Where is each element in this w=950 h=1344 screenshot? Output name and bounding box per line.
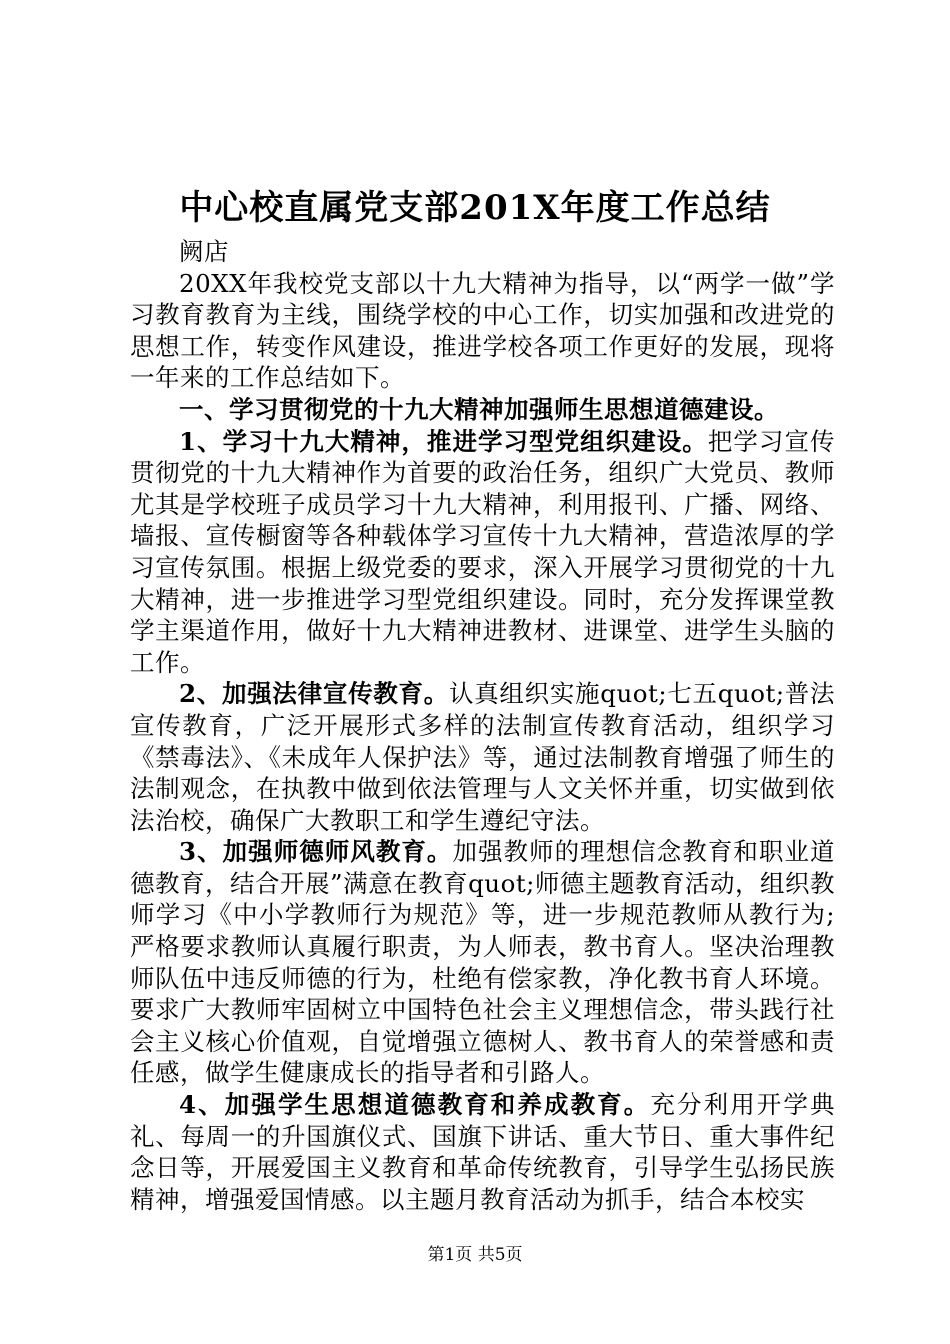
section-heading: 一、学习贯彻党的十九大精神加强师生思想道德建设。: [179, 394, 779, 424]
item-paragraph-2: [130, 678, 835, 836]
item-text-3: 加强教师的理想信念教育和职业道德教育，结合开展”满意在教育quot;师德主题教育活动，组织教师学习《中小学教师行为规范》等，进一步规范教师从教行为;严格要求教师认真履行职责，为人师表，教书育人。坚决治理教师队伍中违反师德的行为，杜绝有偿家教，净化教书育人环境。要求广大教师牢固树立中国特色社会主义理想信念，带头践行社会主义核心价值观，自觉增强立德树人、教书育人的荣誉感和责任感，做学生健康成长的指导者和引路人。: [130, 837, 836, 1088]
item-paragraph-1: [130, 426, 835, 679]
item-lead-4: 4、加强学生思想道德教育和养成教育。: [179, 1090, 651, 1120]
author-line: 阙店: [179, 237, 229, 266]
document-title: 中心校直属党支部201X年度工作总结: [179, 188, 771, 228]
item-lead-1: 1、学习十九大精神，推进学习型党组织建设。: [179, 426, 708, 456]
intro-paragraph: 20XX年我校党支部以十九大精神为指导，以“两学一做”学习教育教育为主线，围绕学校的中心工作，切实加强和改进党的思想工作，转变作风建设，推进学校各项工作更好的发展，现将一年来的工作总结如下。: [130, 268, 835, 393]
item-lead-2: 2、加强法律宣传教育。: [179, 679, 449, 709]
item-lead-3: 3、加强师德师风教育。: [179, 837, 453, 867]
page-number: 第1页 共5页: [427, 1245, 523, 1265]
item-paragraph-3: [130, 836, 835, 1089]
item-text-2: 认真组织实施quot;七五quot;普法宣传教育，广泛开展形式多样的法制宣传教育活动，组织学习《禁毒法》、《未成年人保护法》等，通过法制教育增强了师生的法制观念，在执教中做到依法管理与人文关怀并重，切实做到依法治校，确保广大教职工和学生遵纪守法。: [130, 679, 836, 835]
item-paragraph-4: [130, 1089, 835, 1215]
item-text-4: 充分利用开学典礼、每周一的升国旗仪式、国旗下讲话、重大节日、重大事件纪念日等，开展爱国主义教育和革命传统教育，引导学生弘扬民族精神，增强爱国情感。以主题月教育活动为抓手，结合本校实: [130, 1090, 836, 1214]
document-body: [130, 236, 835, 1215]
item-text-1: 把学习宣传贯彻党的十九大精神作为首要的政治任务，组织广大党员、教师尤其是学校班子成员学习十九大精神，利用报刊、广播、网络、墙报、宣传橱窗等各种载体学习宣传十九大精神，营造浓厚的学习宣传氛围。根据上级党委的要求，深入开展学习贯彻党的十九大精神，进一步推进学习型党组织建设。同时，充分发挥课堂教学主渠道作用，做好十九大精神进教材、进课堂、进学生头脑的工作。: [130, 426, 836, 677]
